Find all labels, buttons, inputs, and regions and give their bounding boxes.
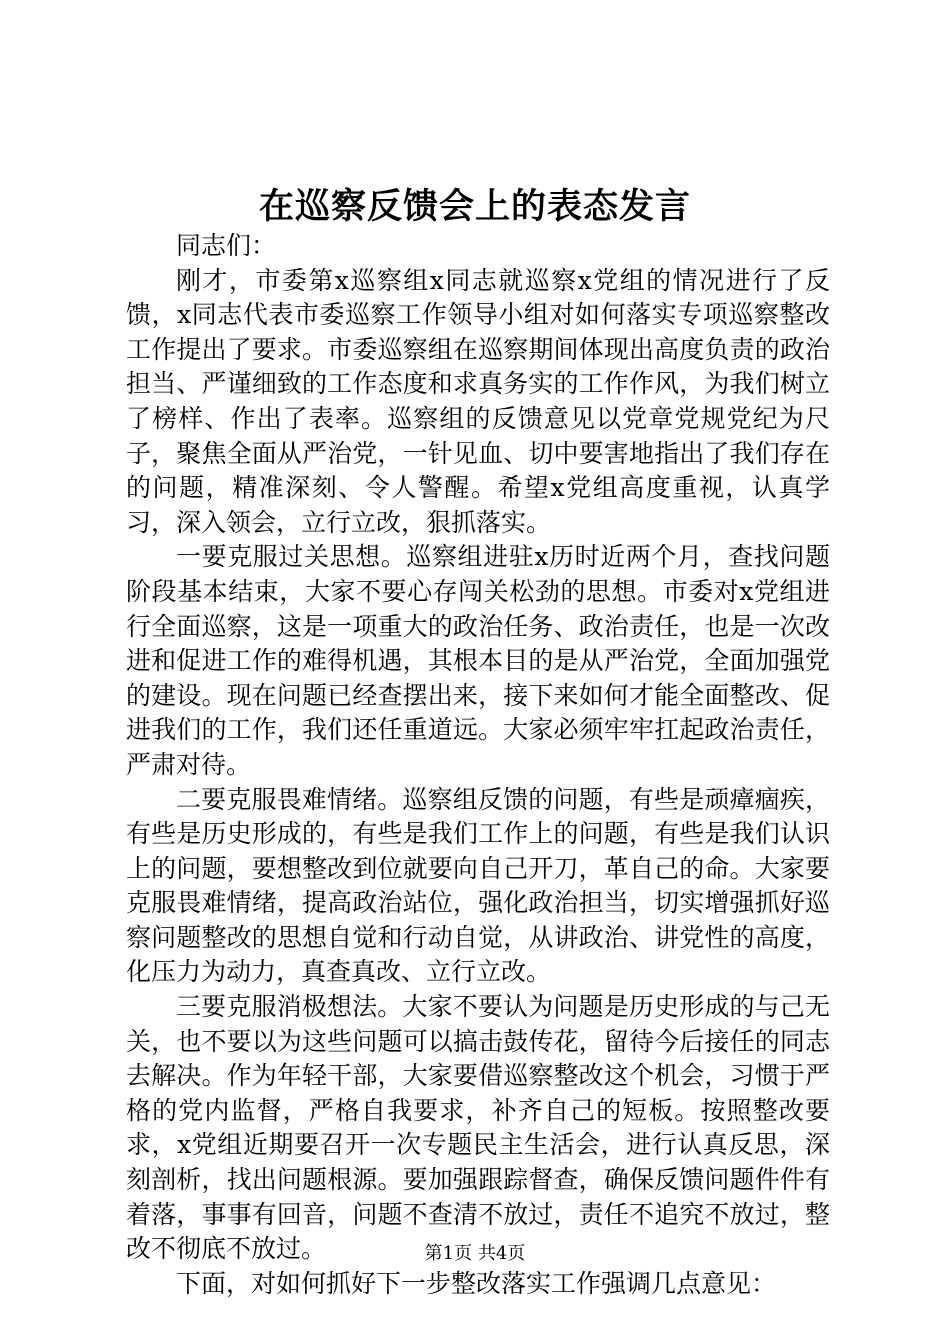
page-number-footer: 第1页 共4页	[424, 1243, 526, 1264]
document-title: 在巡察反馈会上的表态发言	[258, 186, 691, 227]
paragraph-point-2: 二要克服畏难情绪。巡察组反馈的问题，有些是顽瘴痼疾，有些是历史形成的，有些是我们工作上的问题，有些是我们认识上的问题，要想整改到位就要向自己开刀，革自己的命。大家要克服畏难情绪，提高政治站位，强化政治担当，切实增强抓好巡察问题整改的思想自觉和行动自觉，从讲政治、讲党性的高度，化压力为动力，真查真改、立行立改。	[126, 784, 830, 987]
paragraph-salutation: 同志们：	[176, 231, 277, 260]
paragraph-intro: 刚才，市委第x巡察组x同志就巡察x党组的情况进行了反馈，x同志代表市委巡察工作领导小组对如何落实专项巡察整改工作提出了要求。市委巡察组在巡察期间体现出高度负责的政治担当、严谨细致的工作态度和求真务实的工作作风，为我们树立了榜样、作出了表率。巡察组的反馈意见以党章党规党纪为尺子，聚焦全面从严治党，一针见血、切中要害地指出了我们存在的问题，精准深刻、令人警醒。希望x党组高度重视，认真学习，深入领会，立行立改，狠抓落实。	[126, 265, 830, 537]
document-body	[126, 229, 830, 1301]
paragraph-point-3: 三要克服消极想法。大家不要认为问题是历史形成的与己无关，也不要以为这些问题可以搞击鼓传花，留待今后接任的同志去解决。作为年轻干部，大家要借巡察整改这个机会，习惯于严格的党内监督，严格自我要求，补齐自己的短板。按照整改要求，x党组近期要召开一次专题民主生活会，进行认真反思，深刻剖析，找出问题根源。要加强跟踪督查，确保反馈问题件件有着落，事事有回音，问题不查清不放过，责任不追究不放过，整改不彻底不放过。	[126, 992, 830, 1264]
paragraph-transition: 下面，对如何抓好下一步整改落实工作强调几点意见：	[176, 1268, 777, 1298]
paragraph-point-1: 一要克服过关思想。巡察组进驻x历时近两个月，查找问题阶段基本结束，大家不要心存闯关松劲的思想。市委对x党组进行全面巡察，这是一项重大的政治任务、政治责任，也是一次改进和促进工作的难得机遇，其根本目的是从严治党，全面加强党的建设。现在问题已经查摆出来，接下来如何才能全面整改、促进我们的工作，我们还任重道远。大家必须牢牢扛起政治责任，严肃对待。	[126, 542, 830, 779]
